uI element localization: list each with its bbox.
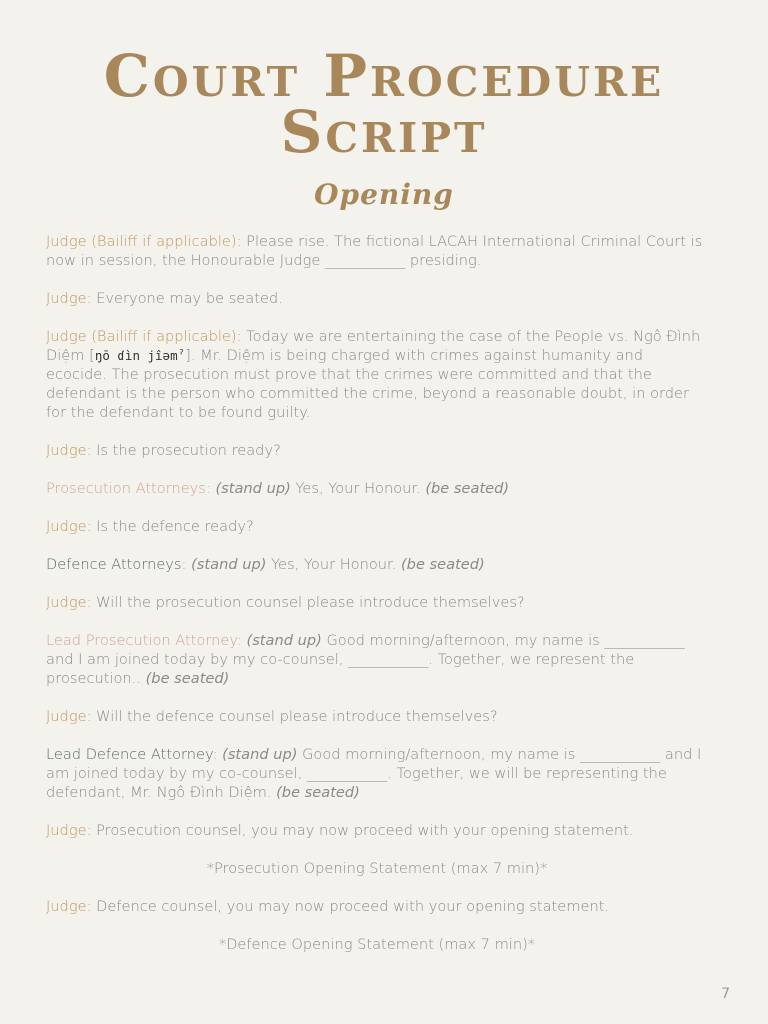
dialogue-text: Yes, Your Honour. — [266, 556, 401, 573]
speaker-label: Lead Defence Attorney — [46, 746, 213, 763]
colon: : — [212, 746, 223, 763]
dialogue-text: : Defence counsel, you may now proceed with your opening statement. — [86, 898, 610, 915]
dialogue-text: Good morning/afternoon, my name is ___________ and I am joined today by my co-counsel, ___________. Together, we will be representing the defendant, Mr. Ngô Đình Diệm. — [46, 746, 702, 801]
stage-direction: (stand up) — [222, 746, 298, 763]
dialogue-text: : Is the prosecution ready? — [86, 442, 281, 459]
stage-direction: (be seated) — [145, 670, 230, 687]
script-line-1 — [46, 232, 708, 270]
script-line-13 — [46, 897, 708, 916]
script-body — [46, 232, 708, 973]
page-number: 7 — [721, 986, 730, 1002]
segment-note: *Defence Opening Statement (max 7 min)* — [218, 936, 536, 953]
speaker-label: Judge — [46, 822, 87, 839]
speaker-label: Judge — [46, 290, 87, 307]
dialogue-text: : Will the defence counsel please introduce themselves? — [86, 708, 498, 725]
dialogue-text: : Today we are entertaining the case of the People vs. Ngô Đình Diệm [ — [46, 328, 701, 364]
script-line-6 — [46, 517, 708, 536]
speaker-label: Judge — [46, 518, 87, 535]
dialogue-text: Yes, Your Honour. — [290, 480, 426, 497]
dialogue-text: : Is the defence ready? — [86, 518, 254, 535]
stage-direction: (be seated) — [276, 784, 360, 801]
speaker-label: Judge (Bailiff if applicable) — [46, 233, 237, 250]
script-line-10 — [46, 707, 708, 726]
speaker-label: Judge — [46, 898, 87, 915]
speaker-label: Prosecution Attorneys: — [46, 480, 211, 497]
dialogue-text: : Prosecution counsel, you may now proceed with your opening statement. — [86, 822, 634, 839]
title-line-2: Script — [280, 98, 488, 166]
script-line-4 — [46, 441, 708, 460]
speaker-label: Defence Attorneys — [46, 556, 182, 573]
stage-direction: (be seated) — [425, 480, 510, 497]
script-line-9 — [46, 631, 708, 688]
section-subtitle: Opening — [314, 178, 454, 211]
script-line-8 — [46, 593, 708, 612]
stage-direction: (be seated) — [400, 556, 485, 573]
page-title — [0, 0, 768, 166]
speaker-label: Lead Prosecution Attorney: — [46, 632, 242, 649]
speaker-label: Judge (Bailiff if applicable) — [46, 328, 237, 345]
stage-direction: (stand up) — [210, 480, 291, 497]
stage-direction: (stand up) — [191, 556, 267, 573]
title-line-1: Court Procedure — [103, 42, 665, 110]
colon: : — [181, 556, 192, 573]
script-line-12 — [46, 821, 708, 840]
ipa-pronunciation: ŋō ɗìn jîəmˀ — [94, 348, 186, 363]
script-line-11 — [46, 745, 708, 802]
dialogue-text: Good morning/afternoon, my name is ___________ and I am joined today by my co-counsel, ___________. Together, we represent the prosecution.. — [46, 632, 685, 687]
dialogue-text: : Will the prosecution counsel please introduce themselves? — [86, 594, 525, 611]
segment-note: *Prosecution Opening Statement (max 7 min)* — [206, 860, 548, 877]
dialogue-text: : Everyone may be seated. — [86, 290, 283, 307]
script-line-7 — [46, 555, 708, 574]
speaker-label: Judge — [46, 708, 87, 725]
script-line-2 — [46, 289, 708, 308]
speaker-label: Judge — [46, 442, 87, 459]
script-line-3 — [46, 327, 708, 422]
dialogue-text: ]. Mr. Diệm is being charged with crimes against humanity and ecocide. The prosecution must prove that the crimes were committed and that the defendant is the person who committed the crime, beyond a reasonable doubt, in order for the defendant to be found guilty. — [46, 347, 689, 421]
script-line-5 — [46, 479, 708, 498]
dialogue-text: : Please rise. The fictional LACAH International Criminal Court is now in session, the Honourable Judge ___________ presiding. — [46, 233, 703, 269]
stage-direction: (stand up) — [241, 632, 322, 649]
speaker-label: Judge — [46, 594, 87, 611]
